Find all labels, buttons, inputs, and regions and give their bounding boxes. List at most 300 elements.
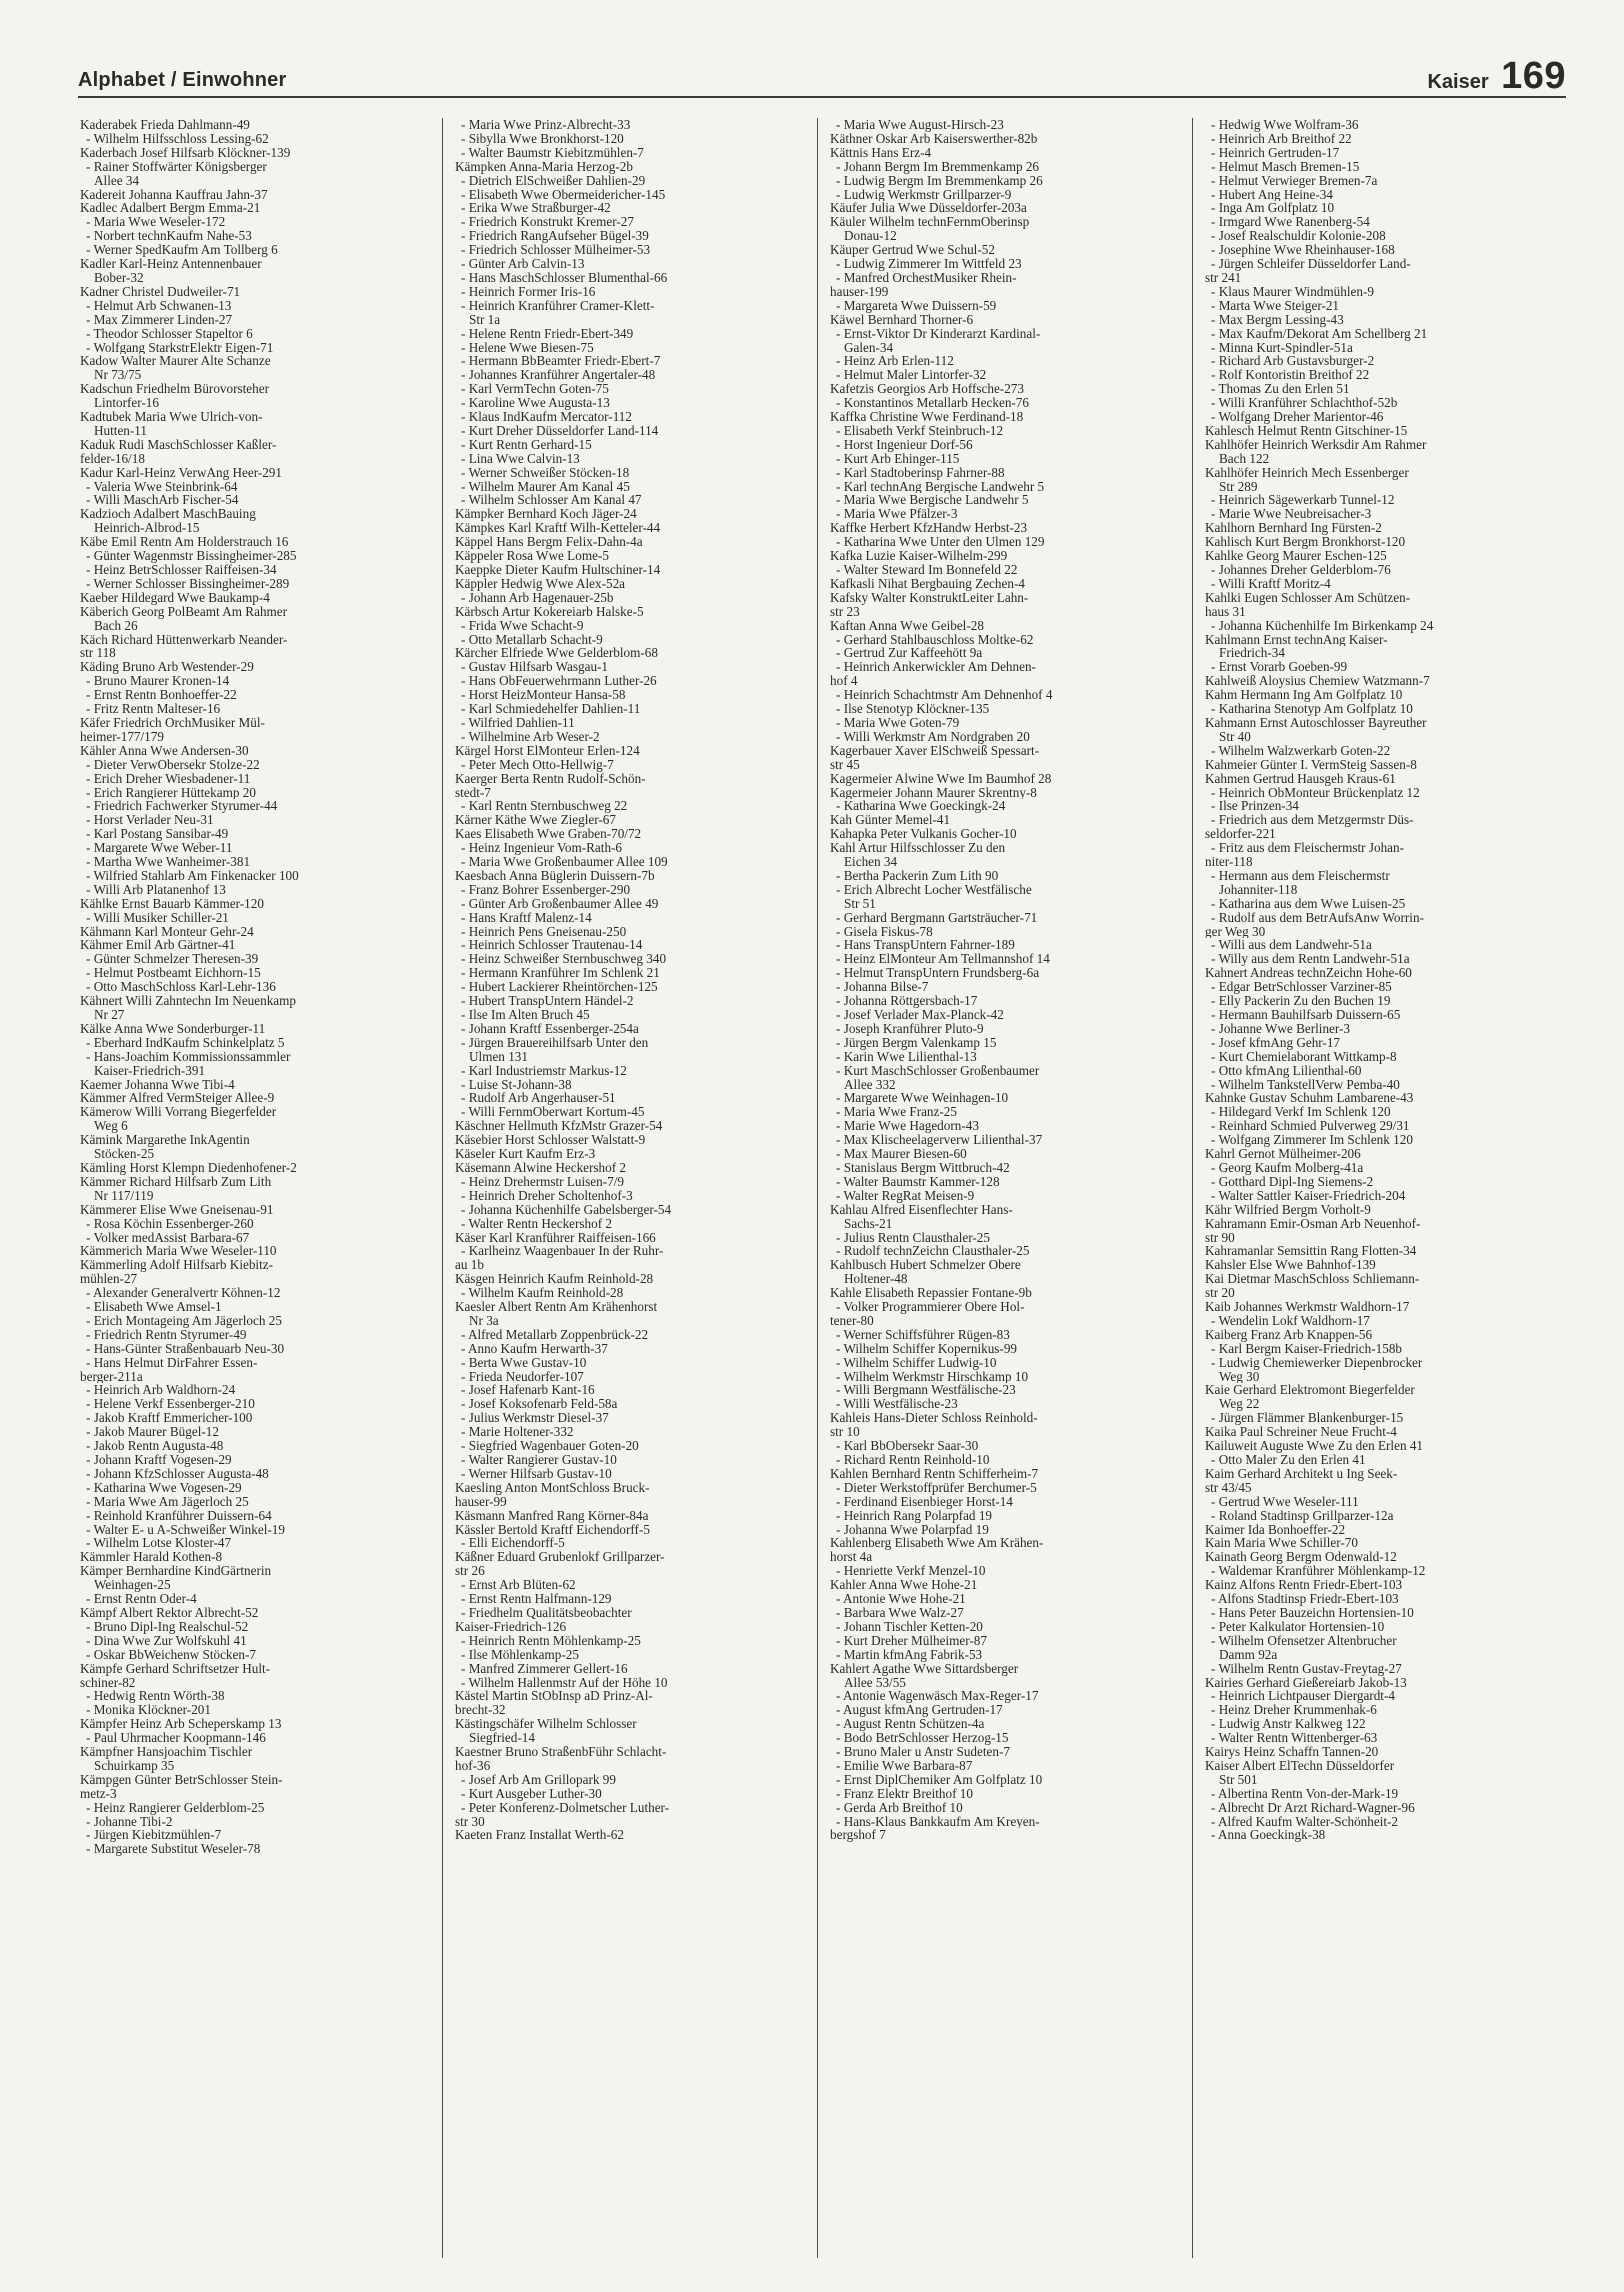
- directory-entry: - Johann Tischler Ketten-20: [836, 1619, 983, 1634]
- directory-entry: Käser Karl Kranführer Raiffeisen-166: [455, 1230, 656, 1245]
- directory-entry: - Karl BbObersekr Saar-30: [836, 1439, 979, 1453]
- directory-entry: - Klaus Maurer Windmühlen-9: [1211, 284, 1374, 299]
- directory-column-2: [455, 118, 815, 2258]
- directory-entry: - Max Kaufm/Dekorat Am Schellberg 21: [1211, 326, 1428, 341]
- directory-entry: Sachs-21: [844, 1216, 893, 1231]
- directory-entry: - Johanna Bilse-7: [836, 980, 929, 995]
- directory-entry: Kagerbauer Xaver ElSchweiß Spessart-: [830, 743, 1040, 758]
- directory-entry: Kaiser Albert ElTechn Düsseldorfer: [1205, 1758, 1395, 1773]
- directory-entry: - Kurt Dreher Mülheimer-87: [836, 1633, 987, 1648]
- directory-entry: - Josef kfmAng Gehr-17: [1211, 1035, 1341, 1050]
- directory-entry: - Jürgen Bergm Valenkamp 15: [836, 1035, 997, 1050]
- directory-entry: - Margarete Wwe Weinhagen-10: [836, 1091, 1009, 1106]
- directory-entry: Kahlert Agathe Wwe Sittardsberger: [830, 1661, 1019, 1676]
- directory-entry: - Karl Rentn Sternbuschweg 22: [461, 799, 628, 814]
- directory-entry: - Dina Wwe Zur Wolfskuhl 41: [86, 1633, 247, 1648]
- directory-entry: - Friedrich aus dem Metzgermstr Düs-: [1211, 813, 1414, 828]
- directory-entry: - Johann Bergm Im Bremmenkamp 26: [836, 159, 1040, 174]
- directory-entry: - Frieda Neudorfer-107: [461, 1369, 584, 1384]
- directory-entry: ger Weg 30: [1205, 924, 1266, 939]
- directory-entry: - Ilse Stenotyp Klöckner-135: [836, 702, 990, 716]
- directory-entry: - Karl Industriemstr Markus-12: [461, 1063, 627, 1078]
- directory-entry: Stöcken-25: [94, 1147, 155, 1161]
- directory-entry: - Wilhelm Schlosser Am Kanal 47: [461, 493, 642, 508]
- directory-entry: Kämerow Willi Vorrang Biegerfelder: [80, 1105, 277, 1120]
- directory-entry: Johanniter-118: [1219, 882, 1298, 897]
- directory-entry: - Heinrich Lichtpauser Diergardt-4: [1211, 1689, 1395, 1704]
- directory-entry: - Erich Albrecht Locher Westfälische: [836, 882, 1032, 897]
- directory-entry: - Heinrich Dreher Scholtenhof-3: [461, 1188, 633, 1203]
- directory-entry: - Willi Bergmann Westfälische-23: [836, 1383, 1016, 1398]
- directory-entry: - Karlheinz Waagenbauer In der Ruhr-: [461, 1244, 664, 1259]
- directory-entry: Kahleis Hans-Dieter Schloss Reinhold-: [830, 1411, 1038, 1426]
- directory-entry: - Horst HeizMonteur Hansa-58: [461, 688, 626, 703]
- directory-entry: Kahlke Georg Maurer Eschen-125: [1205, 549, 1387, 563]
- directory-entry: - Rosa Köchin Essenberger-260: [86, 1216, 254, 1231]
- directory-entry: Kaesling Anton MontSchloss Bruck-: [455, 1480, 650, 1495]
- directory-entry: - Luise St-Johann-38: [461, 1077, 572, 1092]
- directory-entry: au 1b: [455, 1258, 484, 1273]
- directory-entry: Kadlec Adalbert Bergm Emma-21: [80, 201, 261, 216]
- directory-entry: - Kurt Dreher Düsseldorfer Land-114: [461, 423, 659, 438]
- directory-entry: - Margarete Substitut Weseler-78: [86, 1842, 261, 1857]
- directory-entry: Käsgen Heinrich Kaufm Reinhold-28: [455, 1272, 654, 1287]
- directory-entry: - Marie Wwe Hagedorn-43: [836, 1119, 979, 1134]
- directory-entry: - Willi FernmOberwart Kortum-45: [461, 1105, 645, 1120]
- directory-entry: - Manfred Zimmerer Gellert-16: [461, 1661, 628, 1676]
- directory-entry: Kaib Johannes Werkmstr Waldhorn-17: [1205, 1300, 1410, 1314]
- directory-entry: Käsmann Manfred Rang Körner-84a: [455, 1508, 649, 1523]
- directory-entry: - Katharina Wwe Goeckingk-24: [836, 799, 1006, 814]
- directory-entry: - Walter E- u A-Schweißer Winkel-19: [86, 1522, 285, 1537]
- directory-entry: Kaiberg Franz Arb Knappen-56: [1205, 1327, 1373, 1342]
- directory-entry: Kain Maria Wwe Schiller-70: [1205, 1536, 1358, 1551]
- directory-entry: Kadler Karl-Heinz Antennenbauer: [80, 257, 262, 271]
- directory-entry: Weg 30: [1219, 1369, 1260, 1384]
- directory-entry: - Otto kfmAng Lilienthal-60: [1211, 1063, 1362, 1078]
- directory-entry: - Friedrich Fachwerker Styrumer-44: [86, 799, 278, 814]
- directory-entry: - Walter Baumstr Kiebitzmühlen-7: [461, 145, 644, 160]
- directory-entry: - Klaus IndKaufm Mercator-112: [461, 410, 632, 424]
- directory-entry: - Wilhelm Rentn Gustav-Freytag-27: [1211, 1661, 1402, 1676]
- directory-entry: Kadur Karl-Heinz VerwAng Heer-291: [80, 465, 282, 480]
- directory-entry: Kaiser-Friedrich-391: [94, 1063, 206, 1078]
- directory-entry: haus 31: [1205, 604, 1246, 619]
- directory-entry: - Johannes Kranführer Angertaler-48: [461, 368, 656, 383]
- directory-entry: bergshof 7: [830, 1828, 886, 1843]
- directory-entry: Schuirkamp 35: [94, 1758, 175, 1773]
- directory-entry: - Jürgen Kiebitzmühlen-7: [86, 1828, 222, 1843]
- directory-entry: - Günter Schmelzer Theresen-39: [86, 952, 259, 967]
- directory-entry: - Erich Dreher Wiesbadener-11: [86, 771, 251, 786]
- directory-entry: - Johanne Wwe Berliner-3: [1211, 1021, 1351, 1036]
- directory-entry: Hutten-11: [94, 423, 147, 438]
- directory-entry: seldorfer-221: [1205, 827, 1276, 842]
- directory-entry: Kämmerich Maria Wwe Weseler-110: [80, 1244, 277, 1259]
- directory-entry: Käwel Bernhard Thorner-6: [830, 312, 974, 327]
- directory-entry: Kahlesch Helmut Rentn Gitschiner-15: [1205, 423, 1408, 438]
- directory-entry: Käsebier Horst Schlosser Walstatt-9: [455, 1133, 646, 1148]
- directory-entry: - Anna Goeckingk-38: [1211, 1828, 1326, 1843]
- directory-entry: Kahlweiß Aloysius Chemiew Watzmann-7: [1205, 674, 1430, 689]
- directory-entry: - Josef Koksofenarb Feld-58a: [461, 1397, 618, 1412]
- directory-entry: - Hans Helmut DirFahrer Essen-: [86, 1355, 258, 1370]
- directory-entry: Kahlenberg Elisabeth Wwe Am Krähen-: [830, 1536, 1044, 1551]
- directory-entry: - Ernst Arb Blüten-62: [461, 1578, 576, 1593]
- directory-entry: - Wilhelm Werkmstr Hirschkamp 10: [836, 1369, 1029, 1384]
- column-divider: [442, 118, 443, 2258]
- column-divider: [817, 118, 818, 2258]
- directory-entry: Käfer Friedrich OrchMusiker Mül-: [80, 715, 265, 730]
- directory-entry: - Horst Ingenieur Dorf-56: [836, 437, 973, 452]
- directory-entry: - Wolfgang StarkstrElektr Eigen-71: [86, 340, 274, 355]
- directory-entry: stedt-7: [455, 785, 491, 800]
- directory-entry: Siegfried-14: [469, 1731, 535, 1746]
- directory-entry: Eichen 34: [844, 855, 898, 869]
- directory-entry: Kämper Bernhardine KindGärtnerin: [80, 1564, 272, 1579]
- directory-entry: - Johanna Küchenhilfe Im Birkenkamp 24: [1211, 618, 1434, 633]
- directory-entry: - Franz Bohrer Essenberger-290: [461, 882, 631, 897]
- directory-entry: str 90: [1205, 1230, 1235, 1245]
- directory-entry: - Willi aus dem Landwehr-51a: [1211, 938, 1372, 953]
- directory-entry: Allee 53/55: [844, 1675, 906, 1690]
- directory-entry: - Bruno Maler u Anstr Sudeten-7: [836, 1745, 1010, 1759]
- directory-entry: Bober-32: [94, 270, 144, 285]
- directory-entry: Kämpf Albert Rektor Albrecht-52: [80, 1605, 259, 1620]
- directory-entry: - Karoline Wwe Augusta-13: [461, 396, 610, 411]
- directory-entry: - Walter Sattler Kaiser-Friedrich-204: [1211, 1188, 1406, 1203]
- directory-entry: Kahmeier Günter I. VermSteig Sassen-8: [1205, 757, 1417, 772]
- directory-entry: - Hans-Joachim Kommissionssammler: [86, 1049, 291, 1064]
- directory-entry: - Karl Bergm Kaiser-Friedrich-158b: [1211, 1341, 1403, 1356]
- directory-entry: Kadzioch Adalbert MaschBauing: [80, 507, 256, 522]
- directory-entry: - Gustav Hilfsarb Wasgau-1: [461, 660, 609, 675]
- directory-entry: - Maria Wwe Bergische Landwehr 5: [836, 493, 1029, 508]
- directory-entry: - Johanna Küchenhilfe Gabelsberger-54: [461, 1202, 672, 1217]
- directory-entry: - Karin Wwe Lilienthal-13: [836, 1049, 977, 1064]
- directory-entry: - Peter Mech Otto-Hellwig-7: [461, 757, 614, 772]
- directory-entry: - Otto MaschSchloss Karl-Lehr-136: [86, 980, 276, 995]
- directory-entry: Käppler Hedwig Wwe Alex-52a: [455, 576, 626, 591]
- directory-entry: - Jürgen Schleifer Düsseldorfer Land-: [1211, 257, 1411, 271]
- directory-entry: - Josef Realschuldir Kolonie-208: [1211, 229, 1386, 244]
- directory-entry: - Albertina Rentn Von-der-Mark-19: [1211, 1786, 1399, 1801]
- directory-entry: - Heinz Rangierer Gelderblom-25: [86, 1800, 265, 1815]
- directory-entry: - Heinz Arb Erlen-112: [836, 354, 954, 369]
- directory-entry: Kämpkes Karl Kraftf Wilh-Ketteler-44: [455, 521, 661, 536]
- directory-entry: - Dieter Werkstoffprüfer Berchumer-5: [836, 1480, 1037, 1495]
- directory-entry: str 23: [830, 604, 860, 619]
- directory-entry: - Heinrich Former Iris-16: [461, 284, 596, 299]
- directory-entry: Kämmer Richard Hilfsarb Zum Lith: [80, 1174, 272, 1189]
- directory-entry: - Heinrich Kranführer Cramer-Klett-: [461, 298, 655, 313]
- directory-entry: Str 51: [844, 896, 876, 911]
- directory-entry: - Heinrich Arb Waldhorn-24: [86, 1383, 236, 1398]
- directory-entry: - Otto Maler Zu den Erlen 41: [1211, 1453, 1366, 1467]
- directory-entry: - Kurt Chemielaborant Wittkamp-8: [1211, 1049, 1397, 1064]
- directory-entry: - Ernst Rentn Bonhoeffer-22: [86, 688, 237, 703]
- directory-entry: Käßner Eduard Grubenlokf Grillparzer-: [455, 1550, 665, 1565]
- directory-entry: Kaika Paul Schreiner Neue Frucht-4: [1205, 1425, 1397, 1440]
- directory-entry: - Kurt Arb Ehinger-115: [836, 451, 960, 466]
- directory-entry: Kafka Luzie Kaiser-Wilhelm-299: [830, 549, 1008, 563]
- directory-entry: Käberich Georg PolBeamt Am Rahmer: [80, 604, 288, 619]
- directory-entry: - Reinhold Kranführer Duissern-64: [86, 1508, 272, 1523]
- directory-entry: - Elly Packerin Zu den Buchen 19: [1211, 994, 1391, 1008]
- directory-entry: Kainz Alfons Rentn Friedr-Ebert-103: [1205, 1578, 1403, 1593]
- directory-columns: [80, 118, 1568, 2258]
- directory-entry: Käuper Gertrud Wwe Schul-52: [830, 243, 995, 258]
- directory-entry: Kämpfer Heinz Arb Scheperskamp 13: [80, 1717, 282, 1732]
- directory-entry: - Marta Wwe Steiger-21: [1211, 298, 1340, 313]
- directory-entry: - Ludwig Werkmstr Grillparzer-9: [836, 187, 1012, 202]
- directory-entry: Kärcher Elfriede Wwe Gelderblom-68: [455, 646, 658, 661]
- directory-entry: - Ernst Rentn Oder-4: [86, 1592, 197, 1606]
- directory-entry: - Maria Wwe Am Jägerloch 25: [86, 1494, 249, 1509]
- directory-entry: Kahramann Emir-Osman Arb Neuenhof-: [1205, 1216, 1421, 1231]
- directory-entry: Kämpfner Hansjoachim Tischler: [80, 1745, 253, 1759]
- directory-entry: - Helmut Maler Lintorfer-32: [836, 368, 987, 383]
- directory-column-1: [80, 118, 440, 2258]
- directory-entry: - Henriette Verkf Menzel-10: [836, 1564, 986, 1579]
- directory-column-3: [830, 118, 1190, 2258]
- directory-entry: - Ilse Möhlenkamp-25: [461, 1647, 579, 1662]
- directory-entry: Käbe Emil Rentn Am Holderstrauch 16: [80, 535, 289, 550]
- directory-entry: Kämmler Harald Kothen-8: [80, 1550, 223, 1565]
- directory-entry: - Marie Holtener-332: [461, 1425, 574, 1440]
- directory-entry: Kafetzis Georgios Arb Hoffsche-273: [830, 382, 1024, 397]
- directory-entry: - Alexander Generalvertr Köhnen-12: [86, 1286, 281, 1301]
- directory-entry: Kahlau Alfred Eisenflechter Hans-: [830, 1202, 1013, 1217]
- directory-entry: Kadereit Johanna Kauffrau Jahn-37: [80, 187, 268, 202]
- directory-entry: - Kurt Rentn Gerhard-15: [461, 437, 592, 452]
- directory-entry: - Johann KfzSchlosser Augusta-48: [86, 1466, 269, 1481]
- directory-entry: - Jakob Maurer Bügel-12: [86, 1425, 219, 1440]
- directory-entry: - Gerhard Stahlbauschloss Moltke-62: [836, 632, 1034, 647]
- directory-entry: - Barbara Wwe Walz-27: [836, 1605, 964, 1620]
- directory-entry: - Heinrich Ankerwickler Am Dehnen-: [836, 660, 1036, 675]
- directory-entry: - Berta Wwe Gustav-10: [461, 1355, 587, 1370]
- directory-entry: Kähnert Willi Zahntechn Im Neuenkamp: [80, 994, 297, 1008]
- directory-entry: - Josef Verlader Max-Planck-42: [836, 1008, 1004, 1022]
- directory-entry: Kärner Käthe Wwe Ziegler-67: [455, 813, 616, 828]
- directory-entry: - Maria Wwe Goten-79: [836, 715, 960, 730]
- directory-entry: - Heinrich Schlosser Trautenau-14: [461, 938, 643, 953]
- directory-entry: - Hedwig Rentn Wörth-38: [86, 1689, 225, 1704]
- directory-entry: - Georg Kaufm Molberg-41a: [1211, 1160, 1364, 1175]
- directory-entry: - Rainer Stoffwärter Königsberger: [86, 159, 267, 174]
- directory-entry: Kaduk Rudi MaschSchlosser Kaßler-: [80, 437, 277, 452]
- directory-entry: - Fritz aus dem Fleischermstr Johan-: [1211, 841, 1405, 856]
- directory-entry: - Johann Kraftf Essenberger-254a: [461, 1021, 639, 1036]
- directory-entry: - Frida Wwe Schacht-9: [461, 618, 584, 633]
- directory-entry: Kahlen Bernhard Rentn Schifferheim-7: [830, 1466, 1039, 1481]
- directory-entry: Kaim Gerhard Architekt u Ing Seek-: [1205, 1466, 1398, 1481]
- directory-entry: - Maria Wwe Weseler-172: [86, 215, 226, 230]
- directory-entry: - Horst Verlader Neu-31: [86, 813, 214, 828]
- directory-entry: - Heinrich Sägewerkarb Tunnel-12: [1211, 493, 1395, 508]
- directory-entry: - Wilhelmine Arb Weser-2: [461, 729, 600, 744]
- directory-entry: - Karl VermTechn Goten-75: [461, 382, 609, 397]
- directory-entry: hof 4: [830, 674, 858, 689]
- directory-entry: - Joseph Kranführer Pluto-9: [836, 1021, 984, 1036]
- directory-entry: Kagermeier Johann Maurer Skrentny-8: [830, 785, 1037, 800]
- directory-entry: - Helene Rentn Friedr-Ebert-349: [461, 326, 634, 341]
- directory-entry: Kahsler Else Wwe Bahnhof-139: [1205, 1258, 1376, 1273]
- directory-entry: Kaderbach Josef Hilfsarb Klöckner-139: [80, 145, 291, 160]
- directory-entry: Nr 3a: [469, 1313, 499, 1328]
- directory-entry: - Valeria Wwe Steinbrink-64: [86, 479, 238, 494]
- directory-entry: Kämpken Anna-Maria Herzog-2b: [455, 159, 633, 174]
- directory-entry: - Heinz BetrSchlosser Raiffeisen-34: [86, 563, 277, 577]
- directory-entry: - Thomas Zu den Erlen 51: [1211, 382, 1350, 397]
- directory-entry: - Wilhelm Hallenmstr Auf der Höhe 10: [461, 1675, 668, 1690]
- directory-entry: - Josef Hafenarb Kant-16: [461, 1383, 595, 1398]
- directory-entry: - Theodor Schlosser Stapeltor 6: [86, 326, 253, 341]
- directory-entry: - Katharina Wwe Unter den Ulmen 129: [836, 535, 1045, 550]
- directory-entry: Kahlhorn Bernhard Ing Fürsten-2: [1205, 521, 1382, 536]
- directory-entry: - Richard Rentn Reinhold-10: [836, 1453, 990, 1467]
- directory-entry: - Wilfried Stahlarb Am Finkenacker 100: [86, 868, 299, 883]
- directory-entry: - Gertrud Zur Kaffeehött 9a: [836, 646, 983, 661]
- directory-entry: - Peter Konferenz-Dolmetscher Luther-: [461, 1800, 670, 1815]
- directory-entry: metz-3: [80, 1786, 117, 1801]
- directory-entry: - Hubert Ang Heine-34: [1211, 187, 1333, 202]
- directory-entry: - Eberhard IndKaufm Schinkelplatz 5: [86, 1035, 285, 1050]
- directory-entry: - Werner Hilfsarb Gustav-10: [461, 1466, 612, 1481]
- directory-entry: Kahlki Eugen Schlosser Am Schützen-: [1205, 590, 1411, 605]
- directory-entry: - Hermann Bauhilfsarb Duissern-65: [1211, 1008, 1401, 1022]
- directory-entry: - Gertrud Wwe Weseler-111: [1211, 1494, 1359, 1509]
- directory-entry: Kahapka Peter Vulkanis Gocher-10: [830, 827, 1017, 842]
- directory-entry: - Walter Rangierer Gustav-10: [461, 1453, 617, 1467]
- directory-entry: Allee 34: [94, 173, 140, 188]
- directory-entry: - Jürgen Brauereihilfsarb Unter den: [461, 1035, 649, 1050]
- directory-entry: - Maria Wwe Prinz-Albrecht-33: [461, 118, 631, 132]
- directory-entry: Kämmerling Adolf Hilfsarb Kiebitz-: [80, 1258, 274, 1273]
- directory-entry: - Elli Eichendorff-5: [461, 1536, 565, 1551]
- directory-entry: Nr 117/119: [94, 1188, 154, 1203]
- directory-entry: - Heinz Drehermstr Luisen-7/9: [461, 1174, 624, 1189]
- directory-entry: Kahnert Andreas technZeichn Hohe-60: [1205, 966, 1412, 981]
- directory-entry: - Roland Stadtinsp Grillparzer-12a: [1211, 1508, 1394, 1523]
- directory-entry: - Hans-Günter Straßenbauarb Neu-30: [86, 1341, 285, 1356]
- directory-entry: Kadow Walter Maurer Alte Schanze: [80, 354, 271, 369]
- directory-entry: - Rudolf aus dem BetrAufsAnw Worrin-: [1211, 910, 1424, 925]
- directory-entry: - Willi MaschArb Fischer-54: [86, 493, 239, 508]
- directory-entry: Kaie Gerhard Elektromont Biegerfelder: [1205, 1383, 1415, 1398]
- directory-entry: - Oskar BbWeichenw Stöcken-7: [86, 1647, 256, 1662]
- directory-entry: Kaiser-Friedrich-126: [455, 1619, 567, 1634]
- directory-entry: Kästingschäfer Wilhelm Schlosser: [455, 1717, 637, 1732]
- directory-entry: - Helene Wwe Biesen-75: [461, 340, 594, 355]
- directory-entry: - Günter Arb Großenbaumer Allee 49: [461, 896, 659, 911]
- directory-entry: - Katharina Wwe Vogesen-29: [86, 1480, 242, 1495]
- directory-entry: - Helmut TranspUntern Frundsberg-6a: [836, 966, 1040, 981]
- directory-entry: Kahramanlar Semsittin Rang Flotten-34: [1205, 1244, 1417, 1259]
- directory-entry: Allee 332: [844, 1077, 896, 1092]
- directory-entry: str 43/45: [1205, 1480, 1252, 1495]
- directory-entry: - Antonie Wwe Hohe-21: [836, 1592, 966, 1606]
- directory-entry: - Peter Kalkulator Hortensien-10: [1211, 1619, 1385, 1634]
- directory-entry: - Walter Baumstr Kammer-128: [836, 1174, 1000, 1189]
- directory-entry: - Werner SpedKaufm Am Tollberg 6: [86, 243, 278, 258]
- directory-entry: Käppeler Rosa Wwe Lome-5: [455, 549, 609, 563]
- directory-entry: - Albrecht Dr Arzt Richard-Wagner-96: [1211, 1800, 1415, 1815]
- directory-entry: - Gerda Arb Breithof 10: [836, 1800, 963, 1815]
- directory-entry: Kättnis Hans Erz-4: [830, 145, 932, 160]
- directory-entry: - Wilhelm Kaufm Reinhold-28: [461, 1286, 624, 1301]
- directory-entry: - Helmut Masch Bremen-15: [1211, 159, 1360, 174]
- directory-entry: - Volker Programmierer Obere Hol-: [836, 1300, 1025, 1314]
- directory-entry: Kaemer Johanna Wwe Tibi-4: [80, 1077, 235, 1092]
- directory-entry: - Maria Wwe August-Hirsch-23: [836, 118, 1004, 132]
- directory-entry: Friedrich-34: [1219, 646, 1285, 661]
- directory-entry: berger-211a: [80, 1369, 143, 1384]
- directory-entry: horst 4a: [830, 1550, 873, 1565]
- directory-entry: - Hedwig Wwe Wolfram-36: [1211, 118, 1359, 132]
- directory-entry: - Wendelin Lokf Waldhorn-17: [1211, 1313, 1370, 1328]
- directory-entry: hauser-199: [830, 284, 889, 299]
- directory-entry: - Maria Wwe Pfälzer-3: [836, 507, 958, 522]
- directory-entry: Kälke Anna Wwe Sonderburger-11: [80, 1021, 266, 1036]
- directory-entry: - Willi Kraftf Moritz-4: [1211, 576, 1331, 591]
- directory-entry: - Volker medAssist Barbara-67: [86, 1230, 250, 1245]
- directory-entry: Kairys Heinz Schaffn Tannen-20: [1205, 1745, 1379, 1759]
- directory-entry: - Willi Musiker Schiller-21: [86, 910, 229, 925]
- directory-entry: - Monika Klöckner-201: [86, 1703, 211, 1718]
- directory-entry: - Johanna Röttgersbach-17: [836, 994, 978, 1008]
- directory-entry: Kaeber Hildegard Wwe Baukamp-4: [80, 590, 270, 605]
- directory-entry: - Elisabeth Verkf Steinbruch-12: [836, 423, 1004, 438]
- directory-entry: - Gisela Fiskus-78: [836, 924, 933, 939]
- directory-entry: - Paul Uhrmacher Koopmann-146: [86, 1731, 266, 1746]
- directory-entry: - Walter Steward Im Bonnefeld 22: [836, 563, 1018, 577]
- directory-entry: Kadschun Friedhelm Bürovorsteher: [80, 382, 269, 397]
- directory-entry: Kaffka Christine Wwe Ferdinand-18: [830, 410, 1024, 424]
- directory-entry: - Willi Arb Platanenhof 13: [86, 882, 226, 897]
- directory-entry: Kairies Gerhard Gießereiarb Jakob-13: [1205, 1675, 1407, 1690]
- directory-entry: - Hans TranspUntern Fahrner-189: [836, 938, 1015, 953]
- directory-entry: - Wilhelm Hilfsschloss Lessing-62: [86, 131, 269, 146]
- directory-entry: Käschner Hellmuth KfzMstr Grazer-54: [455, 1119, 663, 1134]
- directory-entry: - Lina Wwe Calvin-13: [461, 451, 580, 466]
- directory-entry: - Julius Werkmstr Diesel-37: [461, 1411, 609, 1426]
- directory-entry: - Willi Werkmstr Am Nordgraben 20: [836, 729, 1030, 744]
- directory-entry: - Heinz ElMonteur Am Tellmannshof 14: [836, 952, 1050, 967]
- directory-entry: - Ferdinand Eisenbieger Horst-14: [836, 1494, 1013, 1509]
- directory-entry: hof-36: [455, 1758, 491, 1773]
- directory-entry: - Josephine Wwe Rheinhauser-168: [1211, 243, 1395, 258]
- directory-entry: schiner-82: [80, 1675, 136, 1690]
- directory-entry: Käsemann Alwine Heckershof 2: [455, 1160, 627, 1175]
- directory-entry: Kahmann Ernst Autoschlosser Bayreuther: [1205, 715, 1427, 730]
- directory-entry: Kästel Martin StObInsp aD Prinz-Al-: [455, 1689, 653, 1704]
- directory-entry: - Wilhelm Ofensetzer Altenbrucher: [1211, 1633, 1397, 1648]
- directory-entry: - Friedrich Rentn Styrumer-49: [86, 1327, 247, 1342]
- directory-entry: Str 1a: [469, 312, 501, 327]
- directory-entry: Kämmerer Elise Wwe Gneisenau-91: [80, 1202, 274, 1217]
- directory-entry: - Wilhelm Walzwerkarb Goten-22: [1211, 743, 1391, 758]
- directory-entry: - Wilhelm Schiffer Kopernikus-99: [836, 1341, 1018, 1356]
- directory-entry: - Inga Am Golfplatz 10: [1211, 201, 1335, 216]
- page-number: 169: [1501, 55, 1566, 97]
- directory-entry: mühlen-27: [80, 1272, 138, 1287]
- directory-entry: - Karl Stadtoberinsp Fahrner-88: [836, 465, 1005, 480]
- directory-entry: Kählke Ernst Bauarb Kämmer-120: [80, 896, 264, 911]
- directory-entry: - Alfons Stadtinsp Friedr-Ebert-103: [1211, 1592, 1399, 1606]
- directory-column-4: [1205, 118, 1565, 2258]
